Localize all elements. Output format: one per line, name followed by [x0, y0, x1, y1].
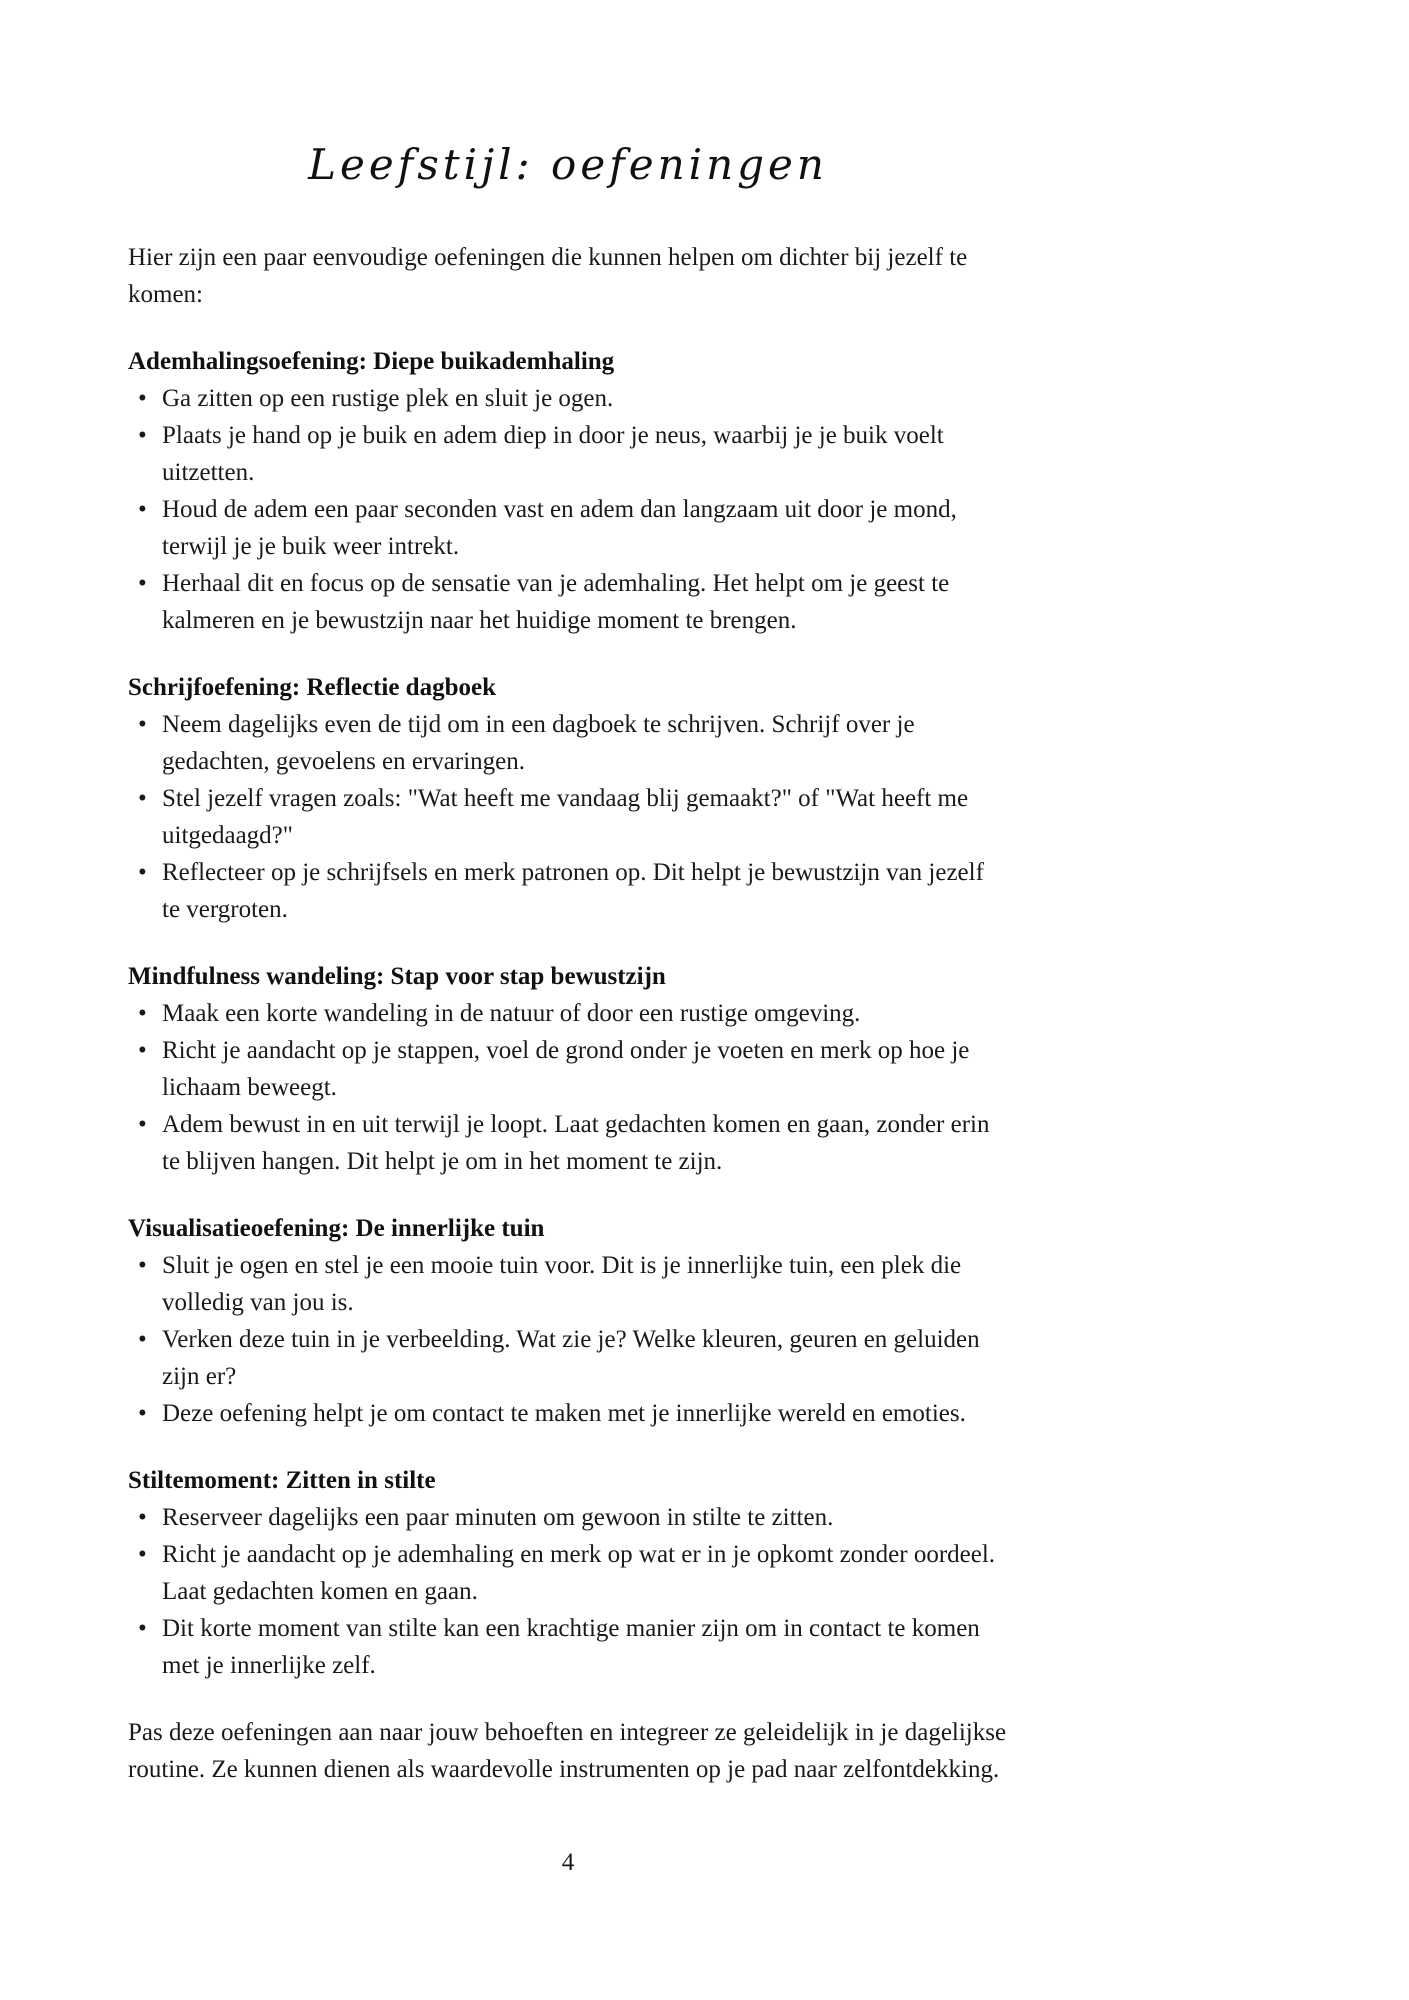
- section-heading: Ademhalingsoefening: Diepe buikademhaling: [128, 348, 615, 375]
- bullet-item: • Herhaal dit en focus op de sensatie van je ademhaling. Het helpt om je geest te kalmeren en je bewustzijn naar het huidige moment te brengen.: [128, 565, 1008, 639]
- bullet-item: • Deze oefening helpt je om contact te maken met je innerlijke wereld en emoties.: [128, 1395, 1008, 1432]
- bullet-item: • Sluit je ogen en stel je een mooie tuin voor. Dit is je innerlijke tuin, een plek die volledig van jou is.: [128, 1247, 1008, 1321]
- bullet-item: • Ga zitten op een rustige plek en sluit je ogen.: [128, 380, 1008, 417]
- bullet-list: [128, 995, 1008, 1180]
- closing-paragraph: Pas deze oefeningen aan naar jouw behoeften en integreer ze geleidelijk in je dagelijkse routine. Ze kunnen dienen als waardevolle instrumenten op je pad naar zelfontdekking.: [128, 1719, 1007, 1783]
- bullet-item: • Reserveer dagelijks een paar minuten om gewoon in stilte te zitten.: [128, 1499, 1008, 1536]
- sections-container: [128, 343, 1008, 1684]
- exercise-section: [128, 1462, 1008, 1684]
- section-heading: Mindfulness wandeling: Stap voor stap bewustzijn: [128, 963, 666, 990]
- bullet-item: • Richt je aandacht op je ademhaling en merk op wat er in je opkomt zonder oordeel. Laat gedachten komen en gaan.: [128, 1536, 1008, 1610]
- section-heading: Schrijfoefening: Reflectie dagboek: [128, 674, 496, 701]
- bullet-item: • Dit korte moment van stilte kan een krachtige manier zijn om in contact te komen met je innerlijke zelf.: [128, 1610, 1008, 1684]
- page-footer: [128, 1844, 1008, 1881]
- bullet-list: [128, 706, 1008, 928]
- bullet-item: • Richt je aandacht op je stappen, voel de grond onder je voeten en merk op hoe je lichaam beweegt.: [128, 1032, 1008, 1106]
- page-number: 4: [561, 1849, 575, 1876]
- bullet-list: [128, 1247, 1008, 1432]
- bullet-item: • Adem bewust in en uit terwijl je loopt. Laat gedachten komen en gaan, zonder erin te blijven hangen. Dit helpt je om in het moment te zijn.: [128, 1106, 1008, 1180]
- bullet-item: • Maak een korte wandeling in de natuur of door een rustige omgeving.: [128, 995, 1008, 1032]
- bullet-list: [128, 1499, 1008, 1684]
- exercise-section: [128, 958, 1008, 1180]
- exercise-section: [128, 1210, 1008, 1432]
- bullet-list: [128, 380, 1008, 639]
- text-column: [128, 140, 1008, 1881]
- exercise-section: [128, 343, 1008, 639]
- bullet-item: • Plaats je hand op je buik en adem diep in door je neus, waarbij je je buik voelt uitzetten.: [128, 417, 1008, 491]
- section-heading: Visualisatieoefening: De innerlijke tuin: [128, 1215, 545, 1242]
- bullet-item: • Houd de adem een paar seconden vast en adem dan langzaam uit door je mond, terwijl je je buik weer intrekt.: [128, 491, 1008, 565]
- section-heading: Stiltemoment: Zitten in stilte: [128, 1467, 436, 1494]
- bullet-item: • Verken deze tuin in je verbeelding. Wat zie je? Welke kleuren, geuren en geluiden zijn er?: [128, 1321, 1008, 1395]
- bullet-item: • Stel jezelf vragen zoals: "Wat heeft me vandaag blij gemaakt?" of "Wat heeft me uitgedaagd?": [128, 780, 1008, 854]
- intro-paragraph: Hier zijn een paar eenvoudige oefeningen die kunnen helpen om dichter bij jezelf te komen:: [128, 244, 968, 308]
- bullet-item: • Reflecteer op je schrijfsels en merk patronen op. Dit helpt je bewustzijn van jezelf te vergroten.: [128, 854, 1008, 928]
- page-title: Leefstijl: oefeningen: [308, 140, 828, 189]
- exercise-section: [128, 669, 1008, 928]
- bullet-item: • Neem dagelijks even de tijd om in een dagboek te schrijven. Schrijf over je gedachten, gevoelens en ervaringen.: [128, 706, 1008, 780]
